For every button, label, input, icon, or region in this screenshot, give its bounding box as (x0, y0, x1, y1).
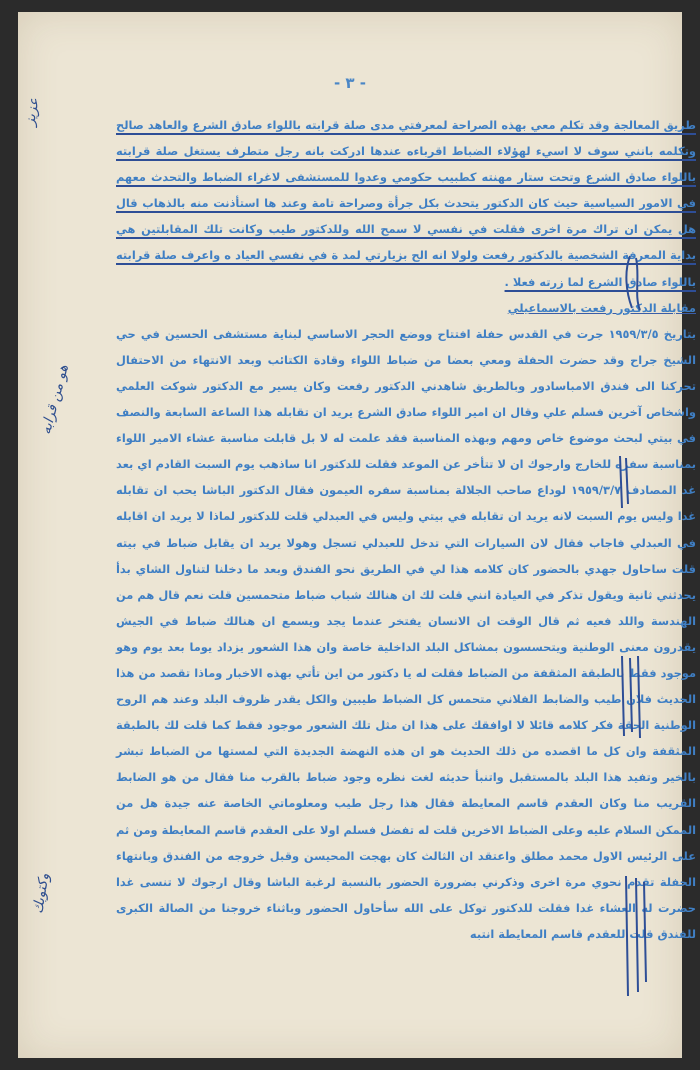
pen-mark-bottom (616, 872, 656, 1002)
margin-note-bottom: وكتوبك (30, 872, 53, 915)
section-heading: مقابلة الدكتور رفعت بالاسماعيلي (507, 300, 696, 315)
margin-note-top: عزيز (22, 96, 43, 127)
paragraph-1: طريق المعالجة وقد تكلم معي بهذه الصراحة لمعرفتي مدى صلة قرابته باللواء صادق الشرع والعاهد صالح وتكلمه بانني سوف لا اسيء لهؤلاء الضباط اقرباءه عندها ادركت بانه رجل متطرف يستغل صلة قرابته باللواء صادق الشرع وتحت ستار مهنته كطبيب حكومي وعدوا للمستشفى لاغراء الضباط والتحدث معهم في الامور السياسية حيث كان الدكتور يتحدث بكل جرأة وصراحة تامة وعند ها استأذنت منه بالذهاب قال هل يمكن ان تراك مرة اخرى فقلت في نفسي لا سمح الله وللدكتور طيب وكانت تلك المقابلتين هي بداية المعرفة الشخصية بالدكتور رفعت ولولا انه الح بزيارتي لمد ة في نفسي العياد ه واعرف صلة قرابته باللواء صادق الشرع لما زرته فعلا . (116, 118, 696, 289)
pen-mark-lower (614, 652, 654, 742)
paragraph-2: بتاريخ ١٩٥٩/٣/٥ جرت في القدس حفلة افتتاح ووضع الحجر الاساسي لبناية مستشفى الحسين في حي الشيخ جراح وقد حضرت الحفلة ومعي بعضا من ضباط اللواء وقادة الكتائب وبعد الانتهاء من الاحتفال تحركنا الى فندق الامباسادور وبالطريق شاهدني الدكتور رفعت وكان يسير مع الدكتور شوكت العلمي واشخاص آخرين فسلم علي وقال ان امير اللواء صادق الشرع يريد ان تقابله هذا الساعة السابعة والنصف في بيتي لبحث موضوع خاص ومهم وبهذه المناسبة فقد علمت له لا بل قابلت مناسبة عشاء الامير اللواء بمناسبة سفره للخارج وارجوك ان لا تتأخر عن الموعد فقلت للدكتور انا ساذهب يوم السبت القادم اي بعد غد المصادف ١٩٥٩/٣/٧ لوداع صاحب الجلالة بمناسبة سفره العيمون فقال الدكتور الباشا يحب ان تقابله غدا وليس يوم السبت لانه يريد ان تقابله في بيتي وليس في العبدلي قلت للدكتور لماذا لا يريد ان اقابله في العبدلي فاجاب فقال لان السيارات التي تدخل للعبدلي تسجل وهولا يريد ان يقابل ضباط في بيته قلت ساحاول جهدي بالحضور كان كلامه هذا لي في الطريق نحو الفندق وبعد ما دخلنا لتناول الشاي بدأ يحدثني ثانية ويقول تذكر في العيادة انني قلت لك ان هنالك شباب ضباط متحمسين قلت نعم قال هم من الهندسة واللد فعيه ثم قال الوقت ان الانسان يفتخر عندما يجد ويسمع ان هنالك ضباط في الجيش يقدرون معنى الوطنية ويتحسسون بمشاكل البلد الداخلية خاصة وان هذا الشعور يزداد يوما بعد يوم وهو موجود فقط بالطبقة المثقفة من الضباط فقلت له يا دكتور من اين تأتي بهذه الاخبار وماذا تقصد من هذا الحديث فلان طيب والضابط الفلاني متحمس كل الضباط طيبين والكل يقدر ظروف البلد وعند هم الروح الوطنية الحقة فكر كلامه قائلا لا اوافقك على هذا ان مثل تلك الشعور موجود فقط كما قلت لك بالطبقة المثقفة وان كل ما اقصده من ذلك الحديث هو ان هذه النهضة الجديدة التي لمستها من الضباط تبشر بالخير وتفيد هذا البلد بالمستقبل واتنبأ حديثه لغت نظره وجود ضباط بالقرب منا فقال من هو الضابط القريب منا وكان العقدم قاسم المعايطة فقال هذا رجل طيب ومعلوماتي الخاصة عنه جيدة هل من الممكن السلام عليه وعلى الضباط الاخرين قلت له تفضل فسلم اولا على العقدم قاسم المعايطة ومن ثم على الرئيس الاول محمد مطلق واعتقد ان الثالث كان بهجت المحيسن وقبل خروجه من الفندق وبانتهاء الحفلة تقدم نحوي مرة اخرى وذكرني بضرورة الحضور بالنسبة لرغبة الباشا وقال ارجوك لا تنسى غدا حضرت له العشاء غدا فقلت للدكتور توكل على الله سأحاول الحضور وباثناء خروجنا من الصالة الكبرى للفندق قلت للعقدم قاسم المعايطة انتبه (116, 326, 696, 941)
document-page (18, 12, 696, 1058)
page-number: - ٣ - (333, 74, 367, 92)
pen-mark-top (618, 252, 648, 312)
margin-note-middle: هو من قرابه (38, 363, 72, 437)
document-body (116, 112, 696, 947)
pen-mark-middle (614, 452, 634, 512)
